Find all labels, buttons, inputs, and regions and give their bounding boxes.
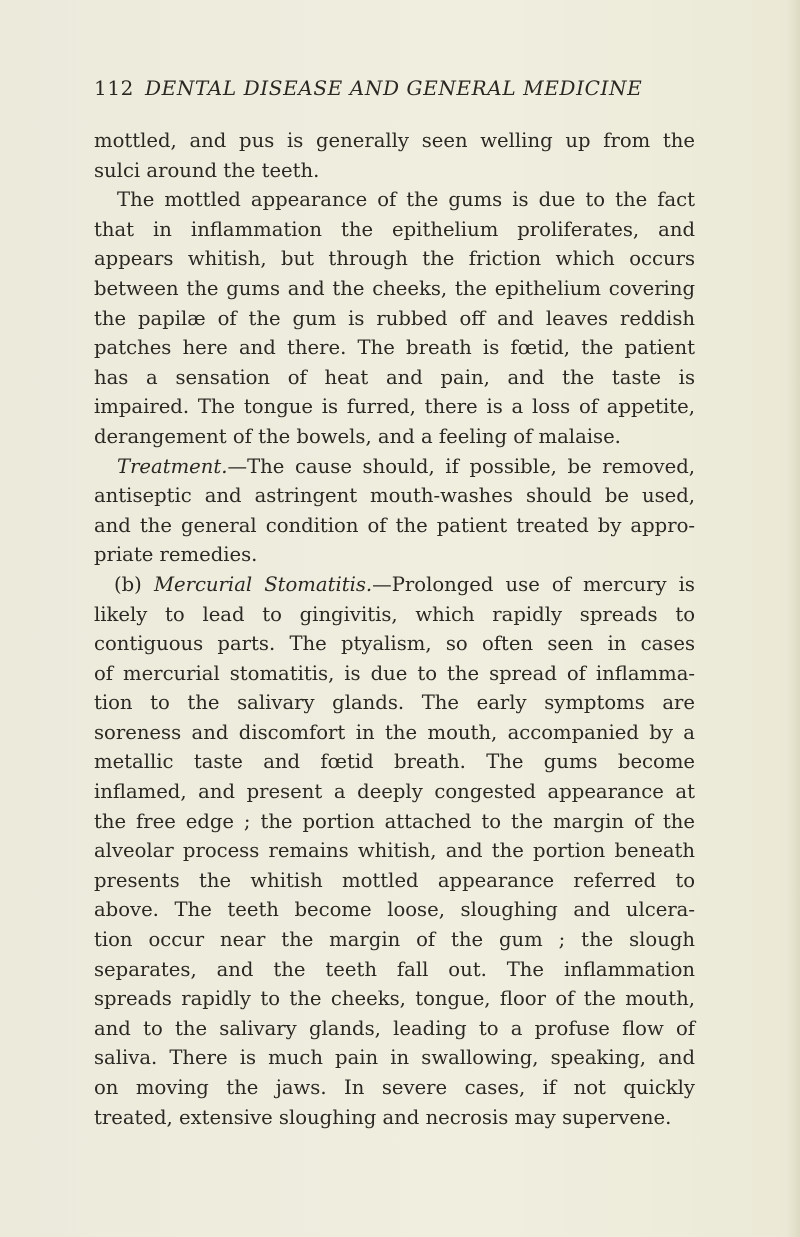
text-line: soreness and discomfort in the mouth, accompanied by a <box>94 720 695 744</box>
text-line: treated, extensive sloughing and necrosis may supervene. <box>94 1105 672 1129</box>
text-line: above. The teeth become loose, sloughing and ulcera- <box>94 898 695 922</box>
text-line: that in inflammation the epithelium proliferates, and <box>94 217 695 241</box>
mercurial-line <box>94 570 695 600</box>
text-line: the free edge ; the portion attached to the margin of the <box>94 809 695 833</box>
text-line: metallic taste and fœtid breath. The gums become <box>94 750 695 774</box>
text-line: priate remedies. <box>94 543 258 567</box>
body-text <box>94 126 695 1132</box>
page-edge-shadow <box>786 0 800 1237</box>
text-line: spreads rapidly to the cheeks, tongue, floor of the mouth, <box>94 987 695 1011</box>
page-number: 112 <box>94 76 134 100</box>
text-line: sulci around the teeth. <box>94 158 320 182</box>
text-line: patches here and there. The breath is fœtid, the patient <box>94 336 695 360</box>
treatment-text: —The cause should, if possible, be removed, <box>227 454 695 478</box>
text-line: The mottled appearance of the gums is due to the fact <box>117 188 695 212</box>
text-line: between the gums and the cheeks, the epithelium covering <box>94 276 695 300</box>
text-line: impaired. The tongue is furred, there is a loss of appetite, <box>94 395 695 419</box>
text-line: tion to the salivary glands. The early symptoms are <box>94 691 695 715</box>
text-line: the papilæ of the gum is rubbed off and leaves reddish <box>94 306 695 330</box>
running-title: DENTAL DISEASE AND GENERAL MEDICINE <box>145 76 643 100</box>
mercurial-text: —Prolonged use of mercury is <box>372 572 695 596</box>
text-line: separates, and the teeth fall out. The inflammation <box>94 957 695 981</box>
text-line: alveolar process remains whitish, and the portion beneath <box>94 839 695 863</box>
text-line: appears whitish, but through the friction which occurs <box>94 247 695 271</box>
treatment-heading: Treatment. <box>117 454 228 478</box>
treatment-line <box>94 452 695 482</box>
text-line: and the general condition of the patient treated by appro- <box>94 513 695 537</box>
text-line: tion occur near the margin of the gum ; the slough <box>94 928 695 952</box>
text-line: inflamed, and present a deeply congested appearance at <box>94 780 695 804</box>
text-line: derangement of the bowels, and a feeling of malaise. <box>94 424 621 448</box>
text-line: saliva. There is much pain in swallowing, speaking, and <box>94 1046 695 1070</box>
text-line: antiseptic and astringent mouth-washes should be used, <box>94 484 695 508</box>
text-line: presents the whitish mottled appearance referred to <box>94 868 695 892</box>
running-head <box>94 76 694 108</box>
text-line: on moving the jaws. In severe cases, if not quickly <box>94 1076 695 1099</box>
text-line: likely to lead to gingivitis, which rapidly spreads to <box>94 602 695 626</box>
mercurial-heading: Mercurial Stomatitis. <box>153 572 373 596</box>
text-line: has a sensation of heat and pain, and the taste is <box>94 365 695 389</box>
text-line: mottled, and pus is generally seen welling up from the <box>94 129 695 152</box>
text-line: of mercurial stomatitis, is due to the spread of inflamma- <box>94 661 695 685</box>
text-line: and to the salivary glands, leading to a profuse flow of <box>94 1016 695 1040</box>
section-label: (b) <box>114 572 142 596</box>
text-line: contiguous parts. The ptyalism, so often seen in cases <box>94 632 695 656</box>
